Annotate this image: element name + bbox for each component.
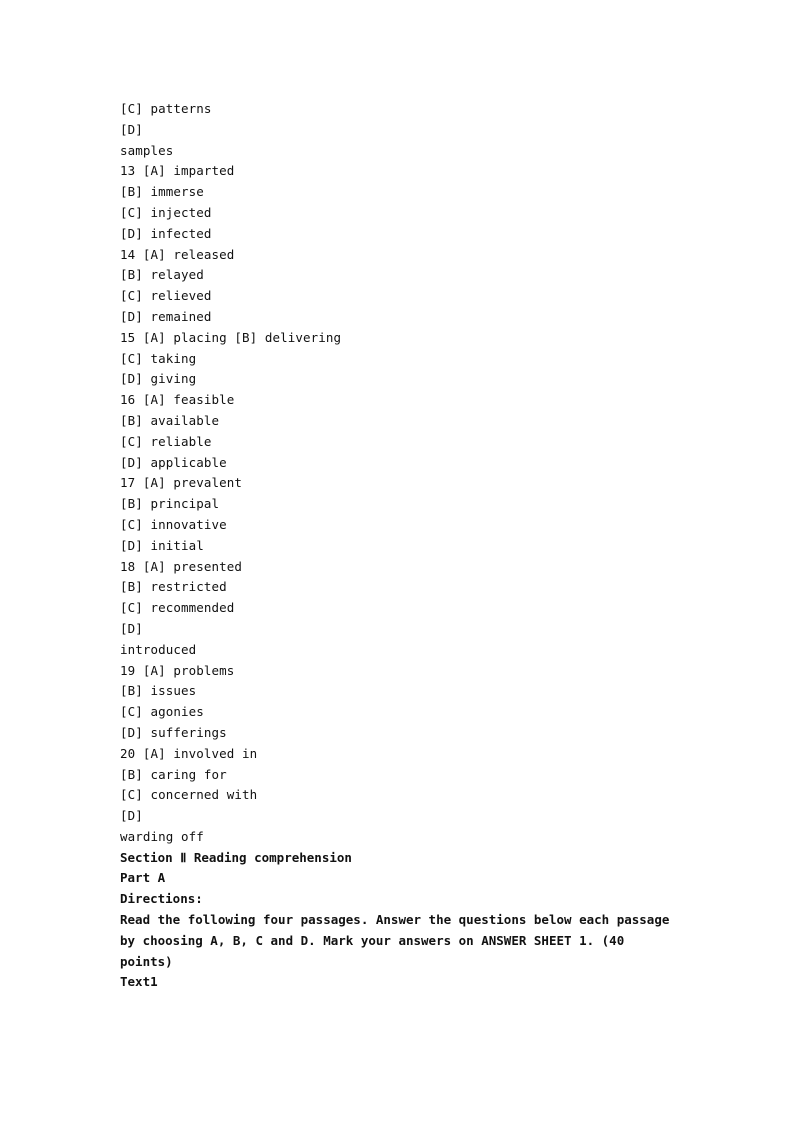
document-heading-line: by choosing A, B, C and D. Mark your answers on ANSWER SHEET 1. (40: [120, 932, 625, 948]
document-text-line: [D] sufferings: [120, 724, 227, 740]
document-heading-line: Read the following four passages. Answer the questions below each passage: [120, 912, 670, 928]
document-text-line: [B] issues: [120, 683, 197, 699]
document-text-line: [D] infected: [120, 225, 212, 241]
document-text-line: [B] immerse: [120, 184, 204, 200]
document-text-line: [C] taking: [120, 350, 197, 366]
document-text-line: [B] principal: [120, 496, 220, 512]
document-text-line: [C] reliable: [120, 433, 212, 449]
document-text-line: [C] concerned with: [120, 787, 258, 803]
document-heading-line: Text1: [120, 974, 158, 990]
document-text-line: warding off: [120, 828, 204, 844]
document-heading-line: points): [120, 953, 173, 969]
document-text-line: [C] innovative: [120, 516, 227, 532]
document-text-line: [D]: [120, 808, 143, 824]
document-text-line: [D] remained: [120, 308, 212, 324]
document-text-line: introduced: [120, 641, 197, 657]
document-text-line: [B] available: [120, 412, 220, 428]
document-heading-line: Part A: [120, 870, 166, 886]
document-text-line: [D]: [120, 620, 143, 636]
document-text-line: [C] relieved: [120, 288, 212, 304]
document-heading-line: Section Ⅱ Reading comprehension: [120, 849, 352, 865]
document-text-line: 20 [A] involved in: [120, 745, 258, 761]
document-text-line: 17 [A] prevalent: [120, 475, 243, 491]
document-text-line: 14 [A] released: [120, 246, 235, 262]
document-text-line: [D] initial: [120, 537, 204, 553]
document-text-line: [D]: [120, 121, 143, 137]
document-text-line: [C] patterns: [120, 101, 212, 116]
document-text-line: [C] agonies: [120, 704, 204, 720]
document-text-line: [C] injected: [120, 204, 212, 220]
document-text-line: samples: [120, 142, 174, 158]
document-text-line: 18 [A] presented: [120, 558, 243, 574]
document-text-line: [B] relayed: [120, 267, 204, 283]
document-text-line: [C] recommended: [120, 600, 235, 616]
document-text-line: [B] restricted: [120, 579, 227, 595]
document-heading-line: Directions:: [120, 891, 203, 907]
document-text-line: 15 [A] placing [B] delivering: [120, 329, 342, 345]
document-text-line: [D] giving: [120, 371, 197, 387]
document-text-line: [D] applicable: [120, 454, 227, 470]
document-page: [120, 99, 680, 993]
document-text-line: 16 [A] feasible: [120, 392, 235, 408]
document-text-line: 19 [A] problems: [120, 662, 235, 678]
document-text-line: [B] caring for: [120, 766, 227, 782]
document-text-line: 13 [A] imparted: [120, 163, 235, 179]
